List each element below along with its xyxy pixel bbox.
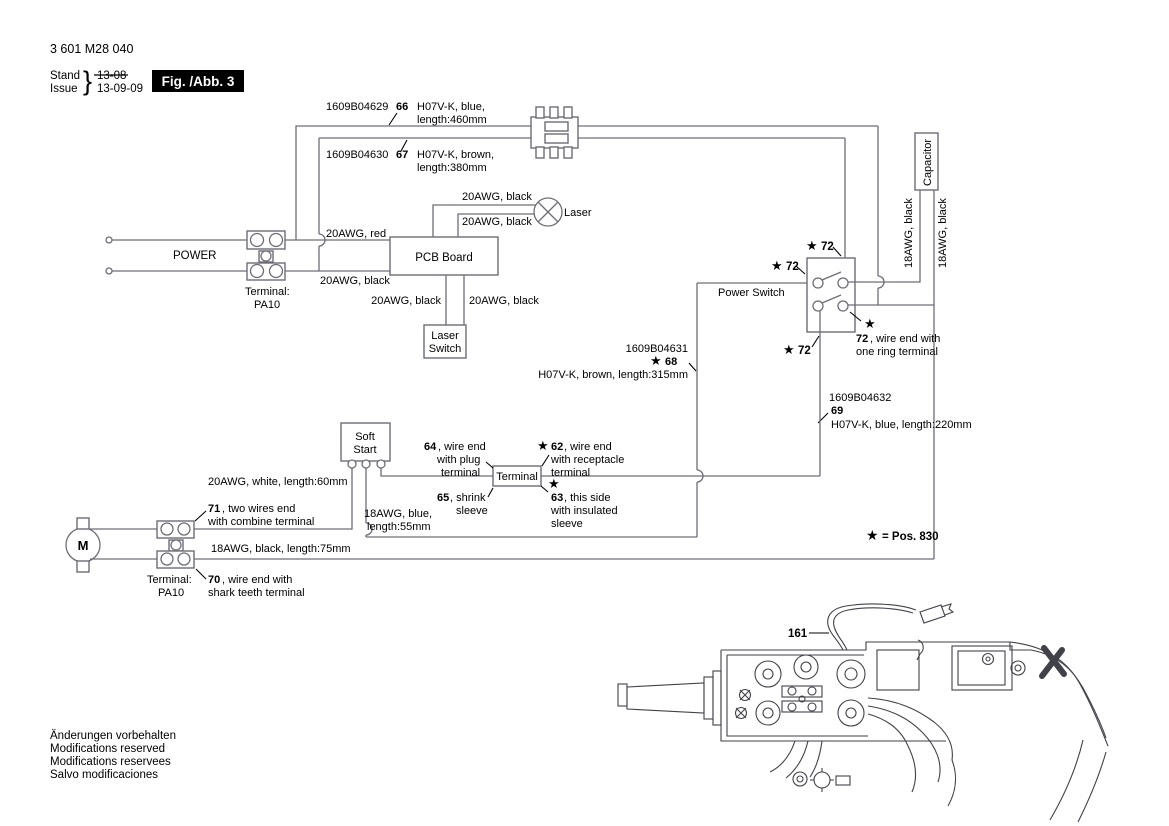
note64-line3: terminal bbox=[441, 467, 481, 479]
note63-line3: sleeve bbox=[551, 518, 583, 530]
wire-bundle bbox=[908, 746, 915, 792]
note72-line1: , wire end with bbox=[870, 333, 941, 345]
field-contact bbox=[788, 703, 796, 711]
switch-contact bbox=[813, 278, 823, 288]
laser-wire-bottom-label: 20AWG, black bbox=[462, 216, 532, 228]
note65-line2: sleeve bbox=[456, 505, 488, 517]
connector-rect bbox=[836, 776, 850, 785]
filter-prong bbox=[536, 147, 544, 158]
wire68-number: 68 bbox=[665, 356, 678, 368]
footer-line: Modifications reserved bbox=[50, 743, 166, 755]
note-72-ring-terminal bbox=[850, 312, 940, 358]
motor-label: M bbox=[77, 538, 89, 553]
terminal-pa10-power-label1: Terminal: bbox=[245, 286, 290, 298]
spindle-cone bbox=[627, 683, 704, 713]
housing-left-bottom bbox=[721, 650, 946, 741]
soft-start-label2: Start bbox=[353, 444, 377, 456]
laser-switch-label1: Laser bbox=[431, 330, 459, 342]
spindle-flange bbox=[713, 671, 721, 725]
laser-symbol bbox=[534, 198, 562, 226]
pos161-label: 161 bbox=[788, 628, 808, 640]
note70-line1: , wire end with bbox=[222, 574, 293, 586]
leader bbox=[542, 455, 549, 466]
wire68-spec: H07V-K, brown, length:315mm bbox=[538, 369, 688, 381]
wire-bundle bbox=[948, 760, 955, 806]
pcb-board-label: PCB Board bbox=[415, 252, 473, 264]
wire66-label bbox=[326, 101, 487, 126]
wire66-part-number: 1609B04629 bbox=[326, 101, 389, 113]
note62-line2: with receptacle bbox=[551, 454, 625, 466]
filter-prong bbox=[550, 107, 558, 118]
motor-brush bbox=[77, 518, 89, 529]
pos72-number: 72 bbox=[786, 261, 799, 273]
wire66-number: 66 bbox=[396, 101, 409, 113]
leader bbox=[486, 462, 493, 468]
field-contact bbox=[788, 687, 796, 695]
connector-gear bbox=[814, 772, 830, 788]
switch-contact bbox=[838, 301, 848, 311]
gear bbox=[756, 701, 780, 725]
star-icon: ★ bbox=[537, 438, 549, 453]
note65-line1: , shrink bbox=[450, 492, 486, 504]
gear-hub bbox=[846, 708, 856, 718]
wire66-run bbox=[296, 126, 878, 240]
issue-date: 13-09-09 bbox=[97, 83, 144, 95]
terminal-pa10-motor-label2: PA10 bbox=[158, 587, 185, 599]
figure-label: Fig. /Abb. 3 bbox=[161, 74, 235, 89]
wire68-part-number: 1609B04631 bbox=[625, 343, 688, 355]
soft-start-pin bbox=[348, 460, 356, 468]
soft-start-pin bbox=[362, 460, 370, 468]
header-brace: } bbox=[83, 66, 93, 96]
note63-line2: with insulated bbox=[551, 505, 618, 517]
wire66-spec1: H07V-K, blue, bbox=[417, 101, 485, 113]
screw-center bbox=[986, 657, 990, 661]
plug-connector bbox=[920, 605, 945, 623]
leader bbox=[195, 511, 206, 521]
pos72-number: 72 bbox=[821, 241, 834, 253]
filter-slot bbox=[545, 134, 568, 143]
motor-brush bbox=[77, 561, 89, 572]
note63-line1: , this side bbox=[564, 492, 611, 504]
filter-prong bbox=[564, 147, 572, 158]
screw bbox=[1011, 661, 1025, 675]
filter-prong bbox=[536, 107, 544, 118]
cap-lead-right-label: 18AWG, black bbox=[937, 198, 949, 268]
star-icon: ★ bbox=[650, 353, 662, 368]
pcb-module-inner bbox=[958, 651, 1005, 685]
star-icon: ★ bbox=[864, 316, 876, 331]
terminal-pa10-power-label2: PA10 bbox=[254, 299, 281, 311]
brush-spring-cross bbox=[740, 690, 750, 700]
capacitor-lead-right bbox=[848, 190, 934, 305]
terminal-contact bbox=[161, 523, 173, 535]
laser-label: Laser bbox=[564, 207, 592, 219]
wire66-spec2: length:460mm bbox=[417, 114, 487, 126]
star-legend-text: = Pos. 830 bbox=[882, 531, 939, 543]
power-switch-label: Power Switch bbox=[718, 287, 785, 299]
note-63 bbox=[541, 476, 618, 530]
awg-red-label: 20AWG, red bbox=[326, 228, 387, 240]
note65-number: 65 bbox=[437, 492, 450, 504]
brush-spring-cross bbox=[736, 708, 746, 718]
note62-number: 62 bbox=[551, 441, 564, 453]
lswitch-wire-left-label: 20AWG, black bbox=[371, 295, 441, 307]
leader bbox=[196, 569, 206, 579]
star72-bottom-marker bbox=[783, 336, 819, 357]
note70-number: 70 bbox=[208, 574, 221, 586]
terminal-contact bbox=[251, 265, 264, 278]
footer-line: Salvo modificaciones bbox=[50, 769, 159, 781]
line-filter-connector bbox=[531, 107, 578, 158]
terminal-pa10-motor bbox=[157, 521, 194, 568]
star-icon: ★ bbox=[866, 527, 879, 543]
terminal-contact bbox=[178, 553, 190, 565]
laser-wire-top-label: 20AWG, black bbox=[462, 191, 532, 203]
pos72-number: 72 bbox=[798, 345, 811, 357]
spindle-flange bbox=[704, 677, 713, 719]
wire69-number: 69 bbox=[831, 405, 844, 417]
filter-slot bbox=[545, 122, 568, 131]
terminal-contact bbox=[178, 523, 190, 535]
white-wire-label: 20AWG, white, length:60mm bbox=[208, 476, 348, 488]
gear-hub bbox=[763, 669, 773, 679]
star72-top-marker bbox=[806, 238, 841, 256]
blue-55mm-label2: length:55mm bbox=[367, 521, 431, 533]
terminal-contact bbox=[270, 234, 283, 247]
screw-center bbox=[1015, 665, 1021, 671]
star-legend bbox=[866, 527, 939, 543]
star-icon: ★ bbox=[806, 238, 818, 253]
terminal-contact bbox=[251, 234, 264, 247]
note-65 bbox=[437, 488, 493, 517]
awg-black-label: 20AWG, black bbox=[320, 275, 390, 287]
leader bbox=[833, 247, 841, 256]
stand-date-struck: 13-08 bbox=[97, 70, 127, 82]
footer-line: Modifications reservees bbox=[50, 756, 171, 768]
terminal-contact bbox=[161, 553, 173, 565]
wire67-label bbox=[326, 140, 494, 174]
field-contact bbox=[808, 687, 816, 695]
gear bbox=[837, 660, 865, 688]
lswitch-wire-right-label: 20AWG, black bbox=[469, 295, 539, 307]
power-lead-end bbox=[106, 268, 112, 274]
star-icon: ★ bbox=[771, 258, 783, 273]
note62-line1: , wire end bbox=[564, 441, 612, 453]
wire69-part-number: 1609B04632 bbox=[829, 392, 892, 404]
gear bbox=[755, 661, 781, 687]
soft-start-pin bbox=[377, 460, 385, 468]
field-contact bbox=[808, 703, 816, 711]
wire68-label bbox=[538, 343, 696, 381]
wire67-number: 67 bbox=[396, 149, 409, 161]
spindle-tip bbox=[618, 684, 627, 706]
motor-symbol bbox=[66, 518, 100, 572]
footer-line: Änderungen vorbehalten bbox=[50, 730, 176, 742]
connector-round bbox=[793, 772, 807, 786]
note72-line2: one ring terminal bbox=[856, 346, 938, 358]
note62-line3: terminal bbox=[551, 467, 591, 479]
power-switch-box bbox=[807, 258, 855, 332]
issue-label: Issue bbox=[50, 83, 78, 95]
terminal-contact bbox=[270, 265, 283, 278]
gear-hub bbox=[845, 668, 857, 680]
gear-hub bbox=[763, 708, 773, 718]
footer-notes bbox=[50, 730, 176, 781]
filter-prong bbox=[564, 107, 572, 118]
note71-line1: , two wires end bbox=[222, 503, 296, 515]
handle-curve bbox=[1050, 740, 1083, 820]
wire66-leader bbox=[389, 113, 397, 125]
wire67-part-number: 1609B04630 bbox=[326, 149, 389, 161]
leader bbox=[488, 488, 493, 497]
leader bbox=[812, 336, 819, 347]
gear bbox=[794, 655, 818, 679]
gear bbox=[838, 700, 864, 726]
note64-line1: , wire end bbox=[438, 441, 486, 453]
laser-switch-label2: Switch bbox=[428, 343, 462, 355]
filter-prong bbox=[550, 147, 558, 158]
wire-bundle bbox=[810, 741, 822, 777]
note-62 bbox=[537, 438, 624, 479]
leader bbox=[541, 486, 548, 492]
tool-drawing bbox=[618, 604, 1108, 822]
power-label: POWER bbox=[173, 250, 217, 262]
cord-161-inner bbox=[834, 608, 913, 650]
handle-curve bbox=[1031, 650, 1106, 738]
note71-number: 71 bbox=[208, 503, 221, 515]
note64-line2: with plug bbox=[437, 454, 481, 466]
terminal-contact bbox=[261, 251, 271, 261]
star72-left-marker bbox=[771, 258, 805, 274]
switch-module bbox=[877, 650, 919, 690]
wire67-spec1: H07V-K, brown, bbox=[417, 149, 495, 161]
note71-line2: with combine terminal bbox=[208, 516, 315, 528]
wire67-spec2: length:380mm bbox=[417, 162, 487, 174]
note64-number: 64 bbox=[424, 441, 437, 453]
gear-hub bbox=[801, 662, 811, 672]
star-icon: ★ bbox=[548, 476, 560, 491]
screw bbox=[983, 654, 994, 665]
blue-55mm-label1: 18AWG, blue, bbox=[364, 508, 433, 520]
cap-lead-left-label: 18AWG, black bbox=[903, 198, 915, 268]
star-icon: ★ bbox=[783, 342, 795, 357]
note72-number: 72 bbox=[856, 333, 869, 345]
power-lead-end bbox=[106, 237, 112, 243]
capacitor-label: Capacitor bbox=[922, 138, 934, 186]
note-71 bbox=[195, 503, 314, 528]
wire-bundle bbox=[922, 732, 940, 782]
note-70 bbox=[196, 569, 305, 599]
switch-contact bbox=[838, 278, 848, 288]
terminal-pa10-power bbox=[247, 231, 285, 280]
wire-bundle bbox=[770, 741, 795, 772]
terminal-contact bbox=[171, 540, 181, 550]
part-number: 3 601 M28 040 bbox=[50, 42, 134, 56]
note63-number: 63 bbox=[551, 492, 564, 504]
black-75mm-label: 18AWG, black, length:75mm bbox=[211, 543, 351, 555]
note70-line2: shark teeth terminal bbox=[208, 587, 305, 599]
stand-label: Stand bbox=[50, 70, 81, 82]
switch-contact bbox=[813, 301, 823, 311]
pcb-module bbox=[952, 646, 1012, 690]
terminal-connector-label: Terminal bbox=[496, 471, 538, 483]
connector-round-center bbox=[797, 776, 803, 782]
wire69-label bbox=[818, 392, 972, 431]
wire69-spec: H07V-K, blue, length:220mm bbox=[831, 419, 972, 431]
handle-curve bbox=[1078, 752, 1106, 822]
leader bbox=[689, 363, 696, 371]
soft-start-label1: Soft bbox=[355, 431, 375, 443]
housing-inner bbox=[727, 655, 868, 736]
terminal-pa10-motor-label1: Terminal: bbox=[147, 574, 192, 586]
note-64 bbox=[424, 441, 493, 479]
